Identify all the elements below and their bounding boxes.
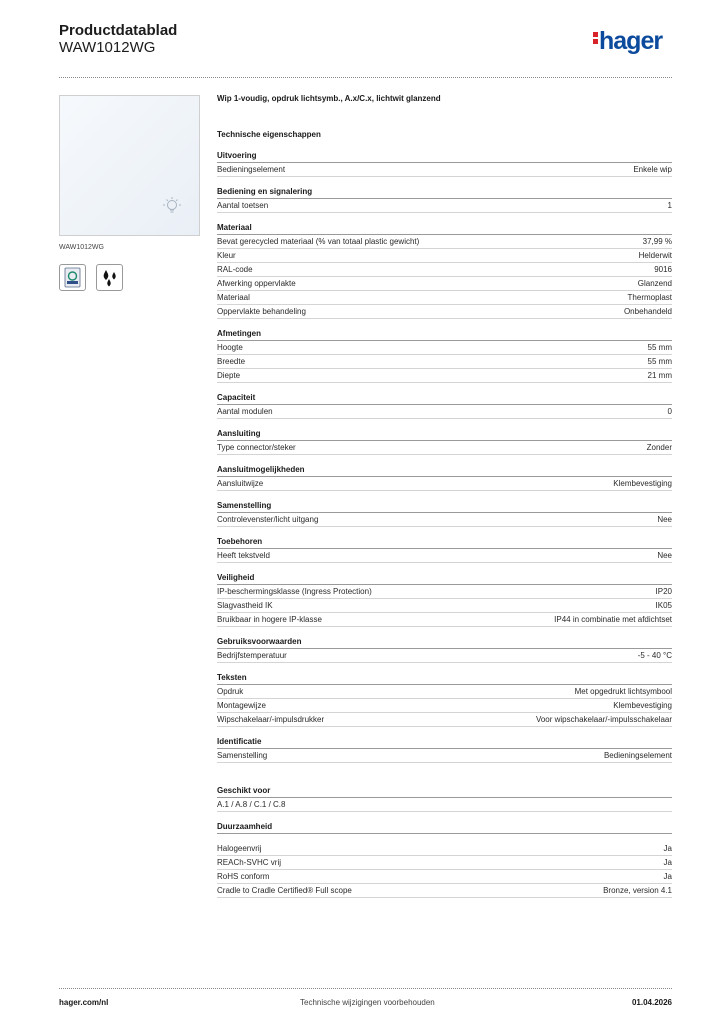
product-image-caption: WAW1012WG (59, 244, 104, 251)
spec-value: 55 mm (647, 343, 672, 352)
spec-value: Met opgedrukt lichtsymbool (574, 687, 672, 696)
spec-value: Thermoplast (627, 293, 672, 302)
water-drops-icon (96, 264, 123, 291)
spec-row (217, 856, 672, 870)
spec-value: Klembevestiging (613, 479, 672, 488)
spec-row (217, 870, 672, 884)
spec-row (217, 749, 672, 763)
spec-value: Zonder (646, 443, 672, 452)
spec-row (217, 291, 672, 305)
spec-value: Klembevestiging (613, 701, 672, 710)
spec-row (217, 713, 672, 727)
section-title: Veiligheid (217, 573, 672, 585)
spec-label: Samenstelling (217, 751, 268, 760)
tech-properties-title: Technische eigenschappen (217, 130, 321, 139)
footer-date: 01.04.2026 (631, 998, 672, 1007)
spec-value: 1 (667, 201, 672, 210)
spec-label: Opdruk (217, 687, 244, 696)
spec-row (217, 685, 672, 699)
spec-label: Hoogte (217, 343, 243, 352)
spec-label: Kleur (217, 251, 236, 260)
spec-label: RAL-code (217, 265, 253, 274)
spec-label: A.1 / A.8 / C.1 / C.8 (217, 800, 286, 809)
spec-label: REACh-SVHC vrij (217, 858, 282, 867)
section-title: Afmetingen (217, 329, 672, 341)
spec-label: Aantal toetsen (217, 201, 269, 210)
light-symbol-icon (161, 195, 183, 217)
spec-row (217, 599, 672, 613)
spec-value: Ja (663, 844, 672, 853)
spec-label: Slagvastheid IK (217, 601, 273, 610)
spec-row (217, 277, 672, 291)
spec-value: Ja (663, 872, 672, 881)
spec-label: Wipschakelaar/-impulsdrukker (217, 715, 325, 724)
section-title: Samenstelling (217, 501, 672, 513)
spec-label: RoHS conform (217, 872, 270, 881)
spec-value: Glanzend (637, 279, 672, 288)
spec-row (217, 585, 672, 599)
section-title: Duurzaamheid (217, 822, 672, 834)
spec-value: 0 (667, 407, 672, 416)
spec-row (217, 249, 672, 263)
spec-value: IP44 in combinatie met afdichtset (554, 615, 672, 624)
spec-row (217, 513, 672, 527)
spec-label: Montagewijze (217, 701, 266, 710)
spec-label: Afwerking oppervlakte (217, 279, 296, 288)
spec-row (217, 649, 672, 663)
section-title: Capaciteit (217, 393, 672, 405)
spec-value: Enkele wip (633, 165, 672, 174)
logo-text: hager (599, 27, 663, 55)
spec-row (217, 699, 672, 713)
spec-value: Onbehandeld (623, 307, 672, 316)
spec-label: Breedte (217, 357, 246, 366)
spec-value: 37,99 % (642, 237, 672, 246)
spec-row (217, 613, 672, 627)
spec-value: Voor wipschakelaar/-impulsschakelaar (535, 715, 672, 724)
spec-value: 9016 (654, 265, 672, 274)
spec-label: Aansluitwijze (217, 479, 264, 488)
specifications (217, 94, 672, 898)
logo-dots-icon (593, 30, 598, 46)
recycling-badge-icon (59, 264, 86, 291)
spec-label: IP-beschermingsklasse (Ingress Protection) (217, 587, 372, 596)
spec-value: Nee (657, 551, 672, 560)
spec-row (217, 884, 672, 898)
spec-row (217, 405, 672, 419)
section-title: Toebehoren (217, 537, 672, 549)
spec-row (217, 305, 672, 319)
spec-label: Cradle to Cradle Certified® Full scope (217, 886, 352, 895)
spec-row (217, 477, 672, 491)
spec-value: Nee (657, 515, 672, 524)
spec-value: Helderwit (638, 251, 672, 260)
spec-label: Oppervlakte behandeling (217, 307, 306, 316)
spec-value: Bedieningselement (603, 751, 672, 760)
section-title: Bediening en signalering (217, 187, 672, 199)
spec-value: -5 - 40 °C (637, 651, 672, 660)
spec-label: Aantal modulen (217, 407, 273, 416)
spec-row (217, 163, 672, 177)
spec-row (217, 199, 672, 213)
spec-label: Heeft tekstveld (217, 551, 270, 560)
spec-value: Bronze, version 4.1 (603, 886, 672, 895)
spec-sections (217, 151, 672, 898)
section-title: Geschikt voor (217, 786, 672, 798)
section-title: Identificatie (217, 737, 672, 749)
spec-label: Halogeenvrij (217, 844, 262, 853)
section-title: Uitvoering (217, 151, 672, 163)
header-subtitle: WAW1012WG (59, 39, 156, 56)
spec-row (217, 369, 672, 383)
spec-label: Materiaal (217, 293, 250, 302)
header-title: Productdatablad (59, 22, 178, 39)
spec-value: 55 mm (647, 357, 672, 366)
spec-label: Bedrijfstemperatuur (217, 651, 287, 660)
spec-value: Ja (663, 858, 672, 867)
section-title: Aansluiting (217, 429, 672, 441)
section-title: Materiaal (217, 223, 672, 235)
spec-row (217, 842, 672, 856)
spec-label: Bedieningselement (217, 165, 286, 174)
spec-label: Controlevenster/licht uitgang (217, 515, 319, 524)
spec-row (217, 798, 672, 812)
spec-label: Diepte (217, 371, 241, 380)
header-rule (59, 77, 672, 78)
product-image (59, 95, 200, 236)
spec-row (217, 549, 672, 563)
spec-value: IK05 (655, 601, 672, 610)
spec-value: 21 mm (647, 371, 672, 380)
spec-row (217, 355, 672, 369)
hager-logo (593, 27, 662, 56)
section-title: Teksten (217, 673, 672, 685)
section-gap (217, 763, 672, 776)
spec-value: IP20 (655, 587, 672, 596)
product-description: Wip 1-voudig, opdruk lichtsymb., A.x/C.x, lichtwit glanzend (217, 94, 441, 103)
spec-label: Bevat gerecycled materiaal (% van totaal plastic gewicht) (217, 237, 420, 246)
footer-rule (59, 988, 672, 989)
spec-label: Type connector/steker (217, 443, 296, 452)
spec-label: Bruikbaar in hogere IP-klasse (217, 615, 322, 624)
footer-website: hager.com/nl (59, 998, 109, 1007)
footer-disclaimer: Technische wijzigingen voorbehouden (300, 998, 435, 1007)
section-title: Gebruiksvoorwaarden (217, 637, 672, 649)
spec-row (217, 441, 672, 455)
spec-row (217, 341, 672, 355)
section-title: Aansluitmogelijkheden (217, 465, 672, 477)
spec-row (217, 263, 672, 277)
spec-row (217, 235, 672, 249)
